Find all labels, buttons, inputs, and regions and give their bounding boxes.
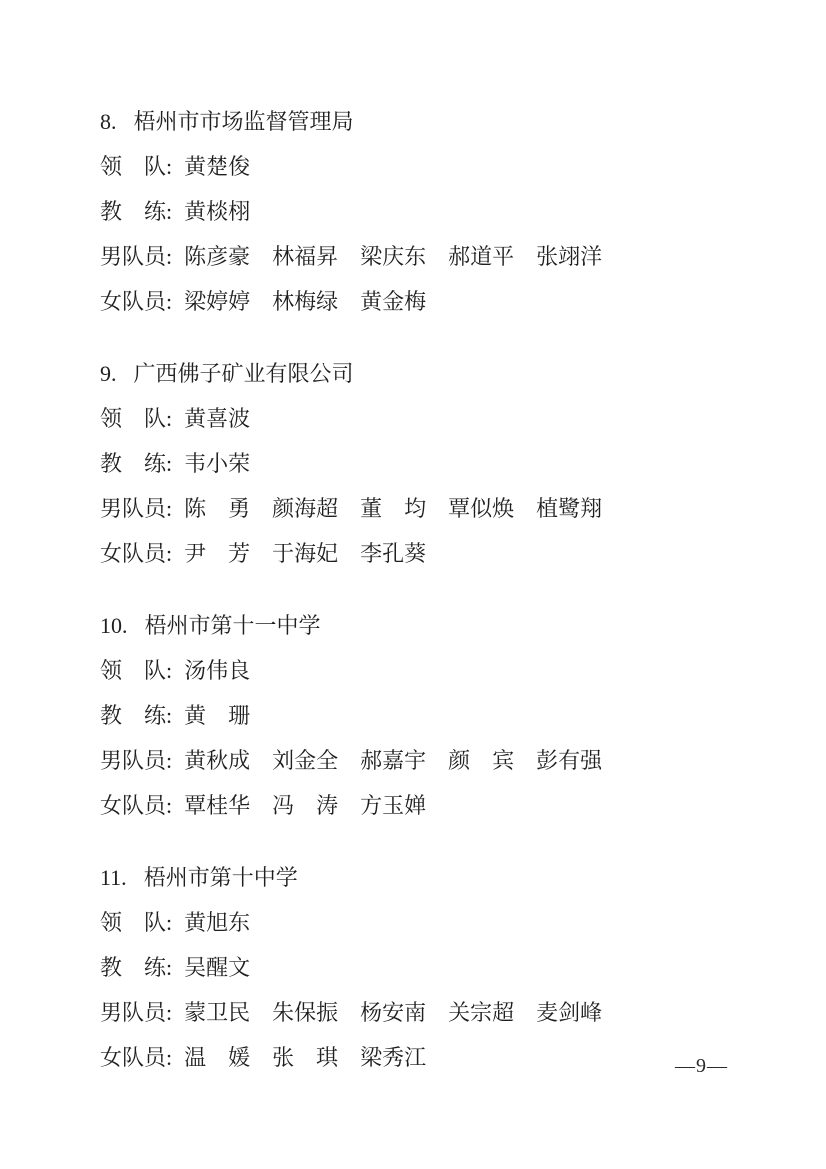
coach-row	[100, 693, 728, 738]
page-number: —9—	[675, 1055, 728, 1077]
leader-row	[100, 144, 728, 189]
team-section-8	[100, 99, 728, 324]
coach-row	[100, 441, 728, 486]
coach-label: 教 练:	[100, 451, 173, 476]
female-players-row	[100, 279, 728, 324]
male-players-row	[100, 738, 728, 783]
team-title: 广西佛子矿业有限公司	[133, 361, 354, 386]
team-section-11	[100, 855, 728, 1080]
male-players-row	[100, 486, 728, 531]
leader-row	[100, 648, 728, 693]
female-players-label: 女队员:	[100, 793, 173, 818]
leader-name: 汤伟良	[184, 658, 251, 683]
team-title: 梧州市第十中学	[143, 865, 298, 890]
coach-row	[100, 945, 728, 990]
male-players-names: 陈彦豪 林福昇 梁庆东 郝道平 张翊洋	[184, 244, 603, 269]
male-players-label: 男队员:	[100, 748, 173, 773]
coach-name: 吴醒文	[184, 955, 251, 980]
leader-name: 黄楚俊	[184, 154, 251, 179]
leader-label: 领 队:	[100, 910, 173, 935]
team-title-row	[100, 99, 728, 144]
coach-name: 韦小荣	[184, 451, 251, 476]
female-players-names: 尹 芳 于海妃 李孔葵	[184, 541, 427, 566]
female-players-names: 温 媛 张 琪 梁秀江	[184, 1045, 427, 1070]
team-section-10	[100, 603, 728, 828]
female-players-label: 女队员:	[100, 541, 173, 566]
leader-label: 领 队:	[100, 406, 173, 431]
team-title-row	[100, 603, 728, 648]
male-players-row	[100, 234, 728, 279]
leader-label: 领 队:	[100, 154, 173, 179]
male-players-row	[100, 990, 728, 1035]
team-title: 梧州市市场监督管理局	[133, 109, 354, 134]
female-players-label: 女队员:	[100, 289, 173, 314]
male-players-names: 蒙卫民 朱保振 杨安南 关宗超 麦剑峰	[184, 1000, 603, 1025]
male-players-names: 黄秋成 刘金全 郝嘉宇 颜 宾 彭有强	[184, 748, 603, 773]
leader-name: 黄旭东	[184, 910, 251, 935]
team-number: 10.	[100, 613, 128, 638]
female-players-label: 女队员:	[100, 1045, 173, 1070]
team-title-row	[100, 855, 728, 900]
coach-label: 教 练:	[100, 199, 173, 224]
female-players-row	[100, 783, 728, 828]
leader-row	[100, 396, 728, 441]
female-players-names: 梁婷婷 林梅绿 黄金梅	[184, 289, 427, 314]
male-players-label: 男队员:	[100, 496, 173, 521]
male-players-label: 男队员:	[100, 1000, 173, 1025]
team-number: 9.	[100, 361, 117, 386]
leader-label: 领 队:	[100, 658, 173, 683]
coach-name: 黄 珊	[184, 703, 251, 728]
coach-name: 黄棪栩	[184, 199, 251, 224]
male-players-names: 陈 勇 颜海超 董 均 覃似焕 植鹭翔	[184, 496, 603, 521]
female-players-names: 覃桂华 冯 涛 方玉婵	[184, 793, 427, 818]
team-title-row	[100, 351, 728, 396]
team-title: 梧州市第十一中学	[144, 613, 321, 638]
team-number: 8.	[100, 109, 117, 134]
leader-name: 黄喜波	[184, 406, 251, 431]
coach-label: 教 练:	[100, 955, 173, 980]
female-players-row	[100, 1035, 728, 1080]
female-players-row	[100, 531, 728, 576]
male-players-label: 男队员:	[100, 244, 173, 269]
leader-row	[100, 900, 728, 945]
coach-row	[100, 189, 728, 234]
team-section-9	[100, 351, 728, 576]
team-number: 11.	[100, 865, 127, 890]
coach-label: 教 练:	[100, 703, 173, 728]
